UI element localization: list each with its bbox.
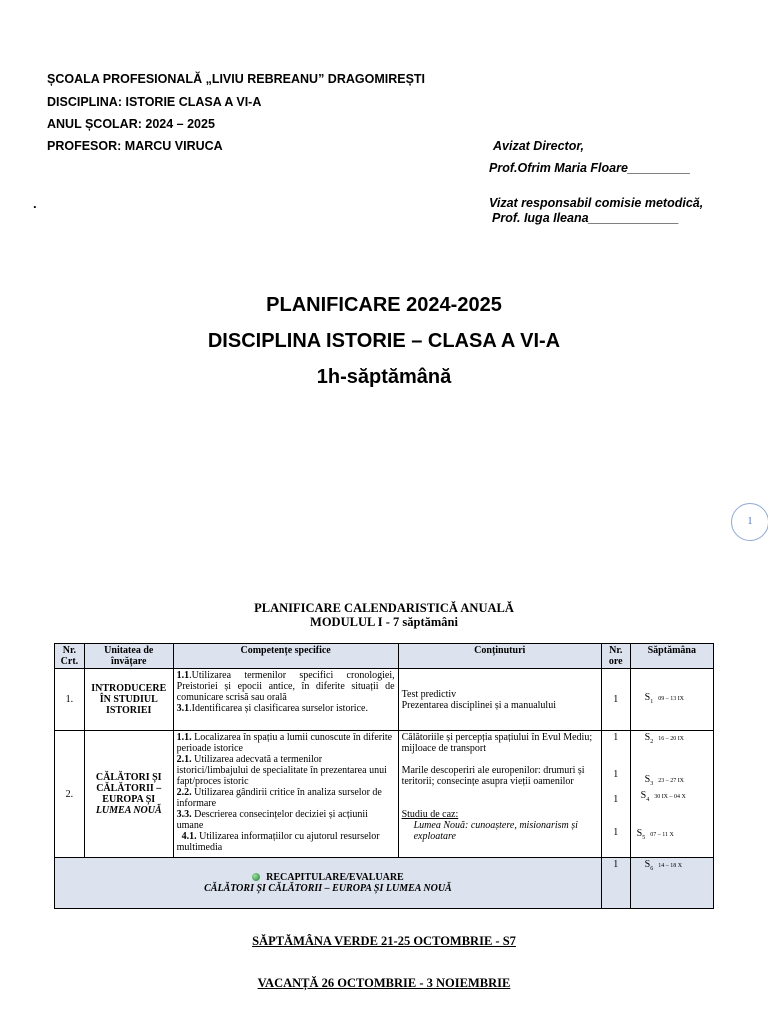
recap-subtitle: CĂLĂTORI ȘI CĂLĂTORII – EUROPA ȘI LUMEA NOUĂ bbox=[204, 883, 452, 894]
comp-code: 3.3. bbox=[176, 809, 192, 820]
week-cell bbox=[630, 858, 713, 909]
table-row-recap bbox=[55, 858, 714, 909]
competences-cell bbox=[173, 731, 398, 858]
commission-approval-label: Vizat responsabil comisie metodică, bbox=[489, 196, 704, 210]
col-nr-crt: Nr. Crt. bbox=[55, 644, 85, 669]
col-unit: Unitatea de învățare bbox=[84, 644, 173, 669]
stray-dot: . bbox=[33, 196, 37, 211]
content-item: Test predictiv bbox=[401, 688, 457, 700]
col-competences: Competențe specifice bbox=[173, 644, 398, 669]
comp-text: Localizarea în spațiu a lumii cunoscute în diferite perioade istorice bbox=[176, 732, 393, 754]
recap-cell bbox=[55, 858, 602, 909]
title-discipline: DISCIPLINA ISTORIE – CLASA A VI-A bbox=[207, 330, 561, 352]
comp-text: Utilizarea gândirii critice în analiza surselor de informare bbox=[176, 787, 382, 809]
row-number: 1. bbox=[55, 669, 85, 731]
col-hours: Nr. ore bbox=[601, 644, 630, 669]
header-discipline: DISCIPLINA: ISTORIE CLASA A VI-A bbox=[47, 95, 262, 109]
table-row bbox=[55, 669, 714, 731]
week-label: $S_3$ 23 – 27 IX bbox=[644, 774, 685, 787]
week-cell bbox=[630, 731, 713, 858]
week-label: $S_4$ 30 IX – 04 X bbox=[640, 790, 686, 803]
hours-cell bbox=[601, 731, 630, 858]
week-cell bbox=[630, 669, 713, 731]
green-week-note: SĂPTĂMÂNA VERDE 21-25 OCTOMBRIE - S7 bbox=[252, 934, 516, 948]
comp-text: Utilizarea adecvată a termenilor istorici/limbajului de specialitate în prezentarea unui fapt/proces istoric bbox=[176, 754, 387, 787]
hours-value: 1 bbox=[613, 769, 619, 780]
plan-title: PLANIFICARE CALENDARISTICĂ ANUALĂ bbox=[254, 601, 514, 615]
hours-cell: 1 bbox=[601, 858, 630, 909]
content-item: Prezentarea disciplinei și a manualului bbox=[401, 699, 556, 711]
green-bullet-icon bbox=[252, 873, 260, 881]
comp-code: 4.1. bbox=[181, 831, 197, 842]
unit-name-italic: LUMEA NOUĂ bbox=[95, 805, 162, 816]
header-school: ȘCOALA PROFESIONALĂ „LIVIU REBREANU” DRAGOMIREȘTI bbox=[47, 72, 426, 86]
comp-text: .Utilizarea termenilor specifici cronologiei, Preistoriei și epocii antice, în diferite situații de comunicare scrisă sau orală bbox=[176, 670, 395, 703]
content-item: Călătoriile și percepția spațiului în Evul Mediu; mijloace de transport bbox=[401, 732, 593, 754]
comp-code: 2.2. bbox=[176, 787, 192, 798]
plan-table bbox=[54, 643, 714, 909]
hours-value: 1 bbox=[613, 732, 619, 743]
commission-approval-name: Prof. Iuga Ileana_____________ bbox=[492, 211, 679, 225]
unit-name-main: CĂLĂTORI ȘI CĂLĂTORII – EUROPA ȘI bbox=[95, 772, 162, 805]
comp-text: .Identificarea și clasificarea surselor istorice. bbox=[189, 703, 368, 714]
title-planificare: PLANIFICARE 2024-2025 bbox=[266, 294, 502, 316]
comp-text: Utilizarea informațiilor cu ajutorul resurselor multimedia bbox=[176, 831, 380, 853]
vacation-note: VACANȚĂ 26 OCTOMBRIE - 3 NOIEMBRIE bbox=[257, 976, 511, 990]
contents-cell bbox=[398, 731, 601, 858]
hours-value: 1 bbox=[613, 827, 619, 838]
week-label: $S_1$ 09 – 13 IX bbox=[644, 691, 685, 705]
week-label: $S_5$ 07 – 11 X bbox=[636, 828, 674, 841]
comp-code: 1.1 bbox=[176, 670, 190, 681]
recap-title: RECAPITULARE/EVALUARE bbox=[266, 872, 404, 883]
comp-code: 2.1. bbox=[176, 754, 192, 765]
hours-cell: 1 bbox=[601, 669, 630, 731]
header-teacher: PROFESOR: MARCU VIRUCA bbox=[47, 139, 223, 153]
content-item: Lumea Nouă: cunoaștere, misionarism și exploatare bbox=[413, 820, 578, 842]
header-school-year: ANUL ȘCOLAR: 2024 – 2025 bbox=[47, 117, 215, 131]
col-contents: Conținuturi bbox=[398, 644, 601, 669]
title-hours: 1h-săptămână bbox=[316, 366, 452, 388]
comp-text: Descrierea consecințelor deciziei și acțiunii umane bbox=[176, 809, 368, 831]
week-label: $S_6$ 14 – 18 X bbox=[644, 859, 683, 872]
comp-code: 1.1. bbox=[176, 732, 192, 743]
competences-cell bbox=[173, 669, 398, 731]
content-case-study: Studiu de caz: bbox=[401, 809, 459, 820]
hours-value: 1 bbox=[613, 794, 619, 805]
page-number-badge[interactable]: 1 bbox=[731, 503, 768, 541]
week-label: $S_2$ 16 – 20 IX bbox=[644, 732, 685, 745]
col-week: Săptămâna bbox=[630, 644, 713, 669]
director-approval-label: Avizat Director, bbox=[493, 139, 585, 153]
comp-code: 3.1 bbox=[176, 703, 190, 714]
table-header-row bbox=[55, 644, 714, 669]
table-row bbox=[55, 731, 714, 858]
unit-name bbox=[84, 731, 173, 858]
director-approval-name: Prof.Ofrim Maria Floare_________ bbox=[489, 161, 691, 175]
contents-cell bbox=[398, 669, 601, 731]
content-item: Marile descoperiri ale europenilor: drumuri și teritorii; consecințe asupra vieții oamenilor bbox=[401, 765, 585, 787]
unit-name: INTRODUCERE ÎN STUDIUL ISTORIEI bbox=[84, 669, 173, 731]
plan-module: MODULUL I - 7 săptămâni bbox=[310, 615, 458, 629]
row-number: 2. bbox=[55, 731, 85, 858]
